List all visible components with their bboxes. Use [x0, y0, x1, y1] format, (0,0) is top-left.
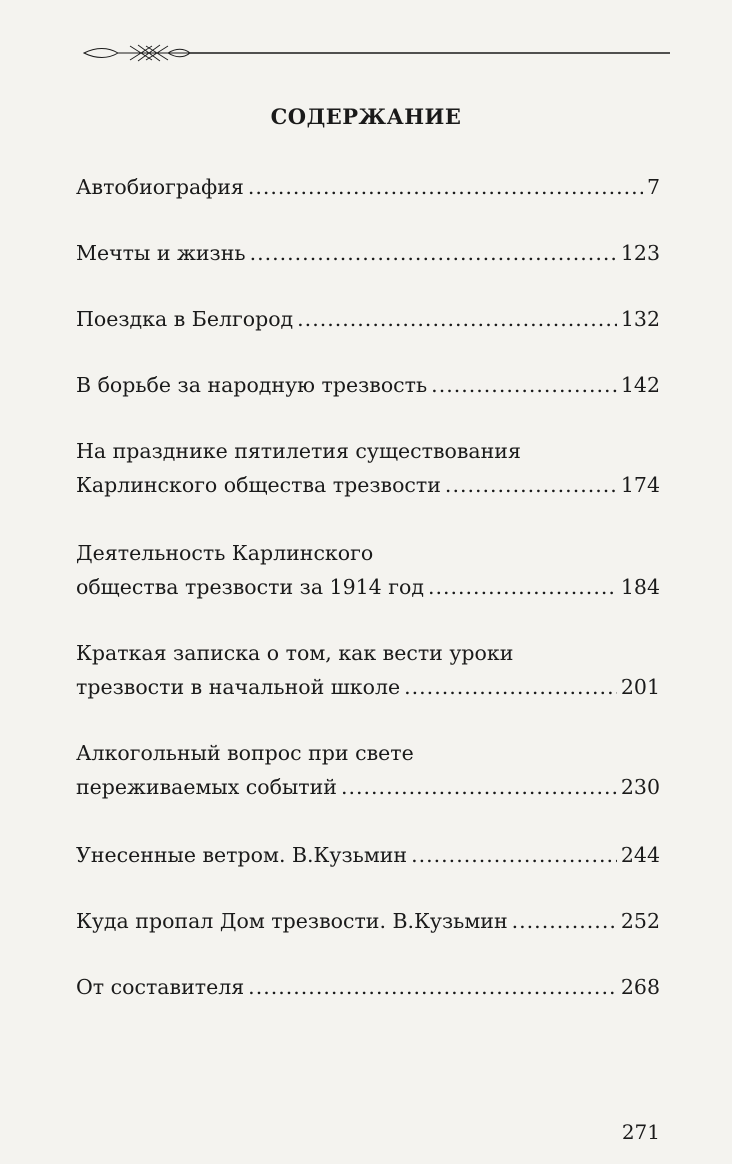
entry-title-line: На празднике пятилетия существования: [76, 439, 521, 463]
page-title: СОДЕРЖАНИЕ: [270, 104, 462, 129]
entry-page-number: 142: [620, 373, 660, 397]
toc-entry: [76, 636, 660, 704]
page-number: 271: [621, 1120, 660, 1144]
toc-entry: [76, 302, 660, 336]
entry-title: трезвости в начальной школе: [76, 675, 401, 699]
entry-page-number: 268: [620, 975, 660, 999]
entry-page-number: 252: [620, 909, 660, 933]
toc-entry: [76, 434, 660, 502]
toc-entry: [76, 970, 660, 1004]
toc-entry: [76, 170, 660, 204]
dot-leader: [411, 838, 617, 872]
entry-title: Карлинского общества трезвости: [76, 473, 441, 497]
entry-title-line: Алкогольный вопрос при свете: [76, 741, 414, 765]
dot-leader: [248, 170, 643, 204]
toc-entry: [76, 838, 660, 872]
entry-title: Автобиография: [76, 175, 244, 199]
dot-leader: [250, 236, 617, 270]
dot-leader: [431, 368, 617, 402]
entry-title: В борьбе за народную трезвость: [76, 373, 428, 397]
entry-title-line: Краткая записка о том, как вести уроки: [76, 641, 514, 665]
entry-title: Унесенные ветром. В.Кузьмин: [76, 843, 408, 867]
entry-title-line: Деятельность Карлинского: [76, 541, 374, 565]
dot-leader: [248, 970, 617, 1004]
entry-page-number: 184: [620, 575, 660, 599]
entry-title: общества трезвости за 1914 год: [76, 575, 424, 599]
toc-entry: [76, 536, 660, 604]
toc-entry: [76, 236, 660, 270]
entry-title: Куда пропал Дом трезвости. В.Кузьмин: [76, 909, 508, 933]
entry-page-number: 174: [620, 473, 660, 497]
entry-title: переживаемых событий: [76, 775, 337, 799]
entry-page-number: 244: [620, 843, 660, 867]
entry-title: От составителя: [76, 975, 245, 999]
dot-leader: [428, 570, 617, 604]
entry-title: Мечты и жизнь: [76, 241, 246, 265]
ornament-divider: [82, 42, 670, 64]
entry-page-number: 230: [620, 775, 660, 799]
toc-entry: [76, 368, 660, 402]
entry-title: Поездка в Белгород: [76, 307, 294, 331]
dot-leader: [445, 468, 617, 502]
dot-leader: [404, 670, 617, 704]
entry-page-number: 123: [620, 241, 660, 265]
toc-entry: [76, 736, 660, 804]
dot-leader: [341, 770, 617, 804]
dot-leader: [512, 904, 617, 938]
entry-page-number: 7: [646, 175, 660, 199]
dot-leader: [297, 302, 617, 336]
toc-entry: [76, 904, 660, 938]
entry-page-number: 201: [620, 675, 660, 699]
entry-page-number: 132: [620, 307, 660, 331]
